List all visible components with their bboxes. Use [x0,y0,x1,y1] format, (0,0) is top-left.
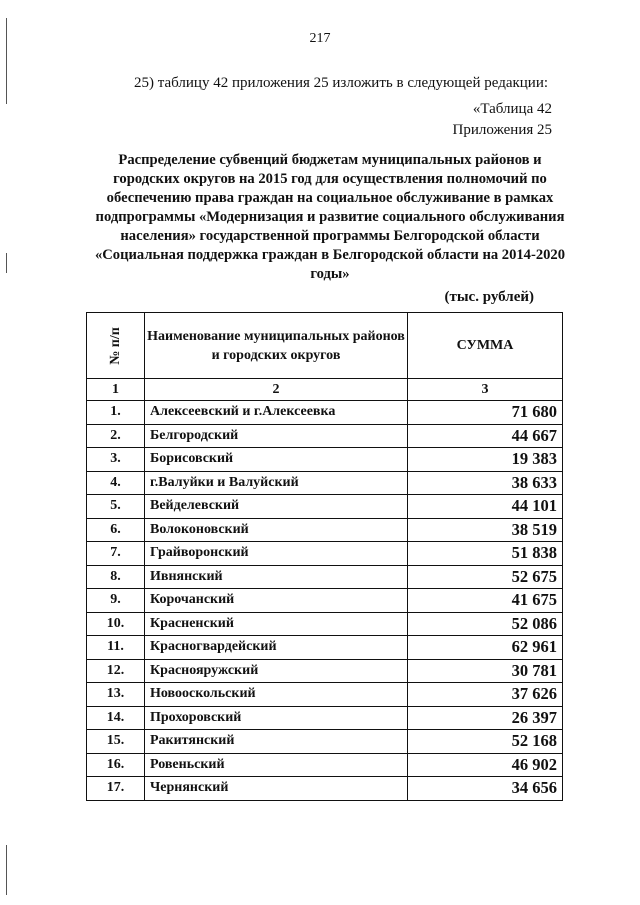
header-num: № п/п [87,313,145,379]
row-number: 11. [87,636,145,660]
table-row [87,636,563,660]
header-name: Наименование муниципальных районов и городских округов [145,313,408,379]
table-row [87,730,563,754]
row-number: 14. [87,706,145,730]
amount: 62 961 [408,636,563,660]
margin-mark-bottom [6,845,7,895]
header-sum: СУММА [408,313,563,379]
table-row [87,612,563,636]
table-row [87,542,563,566]
district-name: Новооскольский [145,683,408,707]
row-number: 10. [87,612,145,636]
row-number: 1. [87,401,145,425]
district-name: Красногвардейский [145,636,408,660]
table-row [87,777,563,801]
table-row [87,753,563,777]
amount: 38 633 [408,471,563,495]
amount: 37 626 [408,683,563,707]
table-row [87,448,563,472]
amount: 46 902 [408,753,563,777]
amount: 44 667 [408,424,563,448]
district-name: Ивнянский [145,565,408,589]
table-body [87,401,563,801]
table-row [87,518,563,542]
district-name: Борисовский [145,448,408,472]
units-label: (тыс. рублей) [444,289,534,305]
intro-text: 25) таблицу 42 приложения 25 изложить в следующей редакции: [134,75,549,91]
amount: 44 101 [408,495,563,519]
row-number: 3. [87,448,145,472]
district-name: Ровеньский [145,753,408,777]
margin-mark-middle [6,253,7,273]
page-number: 217 [309,31,331,46]
row-number: 8. [87,565,145,589]
district-name: Прохоровский [145,706,408,730]
district-name: Вейделевский [145,495,408,519]
district-name: Краснояружский [145,659,408,683]
row-number: 16. [87,753,145,777]
row-number: 9. [87,589,145,613]
district-name: Красненский [145,612,408,636]
amount: 52 675 [408,565,563,589]
amount: 26 397 [408,706,563,730]
district-name: Чернянский [145,777,408,801]
row-number: 5. [87,495,145,519]
amount: 30 781 [408,659,563,683]
table-row [87,471,563,495]
table-ref-line2: Приложения 25 [452,122,552,138]
table-row [87,589,563,613]
amount: 38 519 [408,518,563,542]
table-reference [453,99,553,141]
column-index-row [87,379,563,401]
amount: 71 680 [408,401,563,425]
district-name: Ракитянский [145,730,408,754]
table-row [87,401,563,425]
row-number: 15. [87,730,145,754]
index-cell: 2 [145,379,408,401]
amount: 51 838 [408,542,563,566]
table-row [87,659,563,683]
index-cell: 1 [87,379,145,401]
subvention-table [86,312,563,801]
row-number: 17. [87,777,145,801]
amount: 52 168 [408,730,563,754]
table-ref-line1: «Таблица 42 [472,101,552,117]
table-row [87,424,563,448]
row-number: 7. [87,542,145,566]
row-number: 2. [87,424,145,448]
amount: 19 383 [408,448,563,472]
row-number: 12. [87,659,145,683]
table-row [87,495,563,519]
district-name: г.Валуйки и Валуйский [145,471,408,495]
amount: 41 675 [408,589,563,613]
district-name: Алексеевский и г.Алексеевка [145,401,408,425]
amount: 34 656 [408,777,563,801]
table-row [87,706,563,730]
table-row [87,683,563,707]
row-number: 4. [87,471,145,495]
district-name: Грайворонский [145,542,408,566]
document-title: Распределение субвенций бюджетам муниципальных районов и городских округов на 2015 год для осуществления полномочий по обеспечению права граждан на социальное обслуживание в рамках подпрограммы «Модернизация и развитие социального обслуживания населения» государственной программы Белгородской области «Социальная поддержка граждан в Белгородской области на 2014-2020 годы» [94,152,566,282]
table-row [87,565,563,589]
amount: 52 086 [408,612,563,636]
district-name: Волоконовский [145,518,408,542]
district-name: Белгородский [145,424,408,448]
district-name: Корочанский [145,589,408,613]
header-row [87,313,563,379]
index-cell: 3 [408,379,563,401]
row-number: 6. [87,518,145,542]
row-number: 13. [87,683,145,707]
